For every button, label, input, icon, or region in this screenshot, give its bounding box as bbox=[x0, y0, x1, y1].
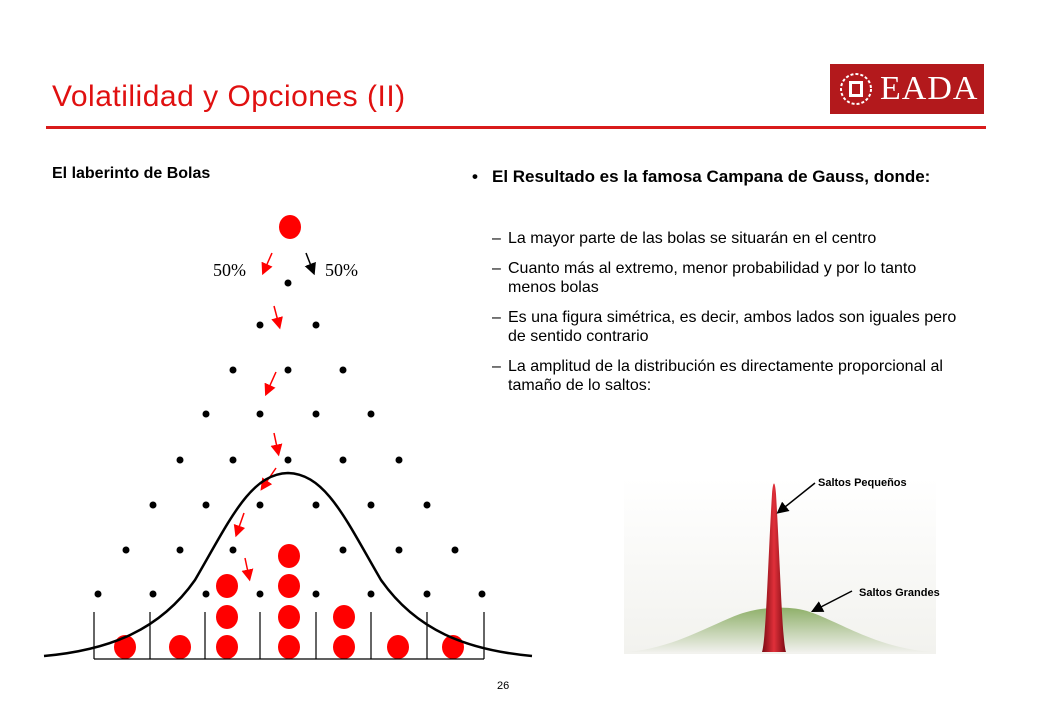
path-arrow bbox=[237, 513, 244, 533]
path-arrow bbox=[267, 372, 276, 392]
peg bbox=[424, 591, 431, 598]
path-arrow bbox=[274, 433, 278, 452]
ball bbox=[278, 635, 300, 659]
peg bbox=[285, 457, 292, 464]
peg bbox=[257, 411, 264, 418]
peg bbox=[150, 502, 157, 509]
peg bbox=[313, 502, 320, 509]
ball bbox=[216, 574, 238, 598]
peg bbox=[340, 547, 347, 554]
ball bbox=[278, 605, 300, 629]
ball bbox=[169, 635, 191, 659]
diagram-subtitle: El laberinto de Bolas bbox=[52, 165, 211, 182]
slide-title: Volatilidad y Opciones (II) bbox=[52, 80, 406, 113]
peg bbox=[368, 502, 375, 509]
right-arrow bbox=[306, 253, 313, 271]
peg bbox=[257, 591, 264, 598]
page-number: 26 bbox=[497, 680, 510, 692]
logo-text: EADA bbox=[880, 70, 979, 107]
left-probability-label: 50% bbox=[213, 260, 246, 280]
peg bbox=[177, 547, 184, 554]
sub-point: – La mayor parte de las bolas se situarán en el centro bbox=[492, 230, 877, 247]
right-probability-label: 50% bbox=[325, 260, 358, 280]
left-arrow bbox=[264, 253, 272, 271]
peg bbox=[150, 591, 157, 598]
peg bbox=[123, 547, 130, 554]
sub-point: – Cuanto más al extremo, menor probabilidad y por lo tanto menos bolas bbox=[492, 260, 917, 296]
peg bbox=[340, 367, 347, 374]
peg bbox=[396, 457, 403, 464]
sub-point-text: La mayor parte de las bolas se situarán en el centro bbox=[508, 230, 877, 247]
peg bbox=[230, 367, 237, 374]
ball bbox=[278, 544, 300, 568]
peg bbox=[368, 591, 375, 598]
path-arrow bbox=[274, 306, 279, 325]
path-arrow bbox=[245, 558, 249, 577]
peg bbox=[340, 457, 347, 464]
ball bbox=[387, 635, 409, 659]
sub-point-text: Es una figura simétrica, es decir, ambos lados son iguales pero de sentido contrario bbox=[508, 309, 957, 345]
ball-path-arrows bbox=[237, 306, 279, 577]
peg bbox=[177, 457, 184, 464]
collected-balls bbox=[114, 544, 464, 659]
small-jumps-label: Saltos Pequeños bbox=[818, 477, 907, 489]
main-point-text: El Resultado es la famosa Campana de Gauss, donde: bbox=[492, 167, 931, 186]
ball bbox=[278, 574, 300, 598]
start-ball bbox=[279, 215, 301, 239]
bullet-icon: • bbox=[472, 167, 478, 186]
peg bbox=[257, 322, 264, 329]
peg bbox=[313, 411, 320, 418]
sub-point-text: Cuanto más al extremo, menor probabilidad y por lo tanto menos bolas bbox=[508, 260, 917, 296]
peg bbox=[285, 367, 292, 374]
large-jumps-label: Saltos Grandes bbox=[859, 587, 940, 599]
ball bbox=[333, 605, 355, 629]
peg bbox=[452, 547, 459, 554]
peg bbox=[479, 591, 486, 598]
peg bbox=[203, 591, 210, 598]
peg bbox=[203, 502, 210, 509]
distribution-comparison bbox=[624, 477, 940, 654]
ball bbox=[216, 605, 238, 629]
sub-point-text: La amplitud de la distribución es directamente proporcional al tamaño de lo saltos: bbox=[508, 358, 943, 394]
peg bbox=[95, 591, 102, 598]
ball bbox=[333, 635, 355, 659]
peg bbox=[368, 411, 375, 418]
peg bbox=[424, 502, 431, 509]
peg bbox=[396, 547, 403, 554]
peg bbox=[230, 547, 237, 554]
sub-point: – Es una figura simétrica, es decir, ambos lados son iguales pero de sentido contrario bbox=[492, 309, 957, 345]
peg bbox=[257, 502, 264, 509]
ball bbox=[216, 635, 238, 659]
peg bbox=[203, 411, 210, 418]
peg bbox=[230, 457, 237, 464]
peg bbox=[313, 591, 320, 598]
peg bbox=[313, 322, 320, 329]
sub-point: – La amplitud de la distribución es directamente proporcional al tamaño de lo saltos: bbox=[492, 358, 943, 394]
peg bbox=[285, 280, 292, 287]
